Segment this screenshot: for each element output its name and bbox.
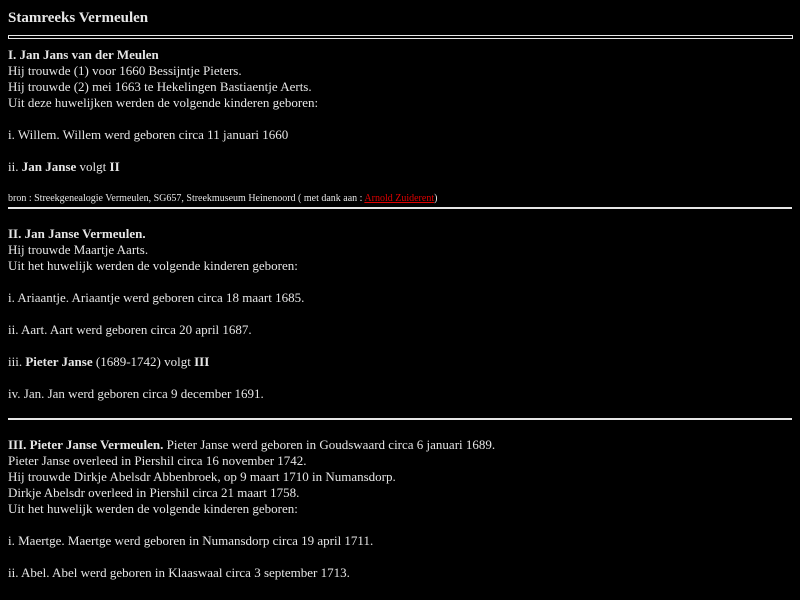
- marriage-line: Hij trouwde Dirkje Abelsdr Abbenbroek, op 9 maart 1710 in Numansdorp.: [8, 469, 396, 484]
- child-item: ii. Jan Janse volgt II: [8, 159, 120, 174]
- death-line: Pieter Janse overleed in Piershil circa 16 november 1742.: [8, 453, 307, 468]
- child-item: i. Willem. Willem werd geboren circa 11 januari 1660: [8, 127, 289, 142]
- generation-heading: II. Jan Janse Vermeulen.: [8, 226, 146, 241]
- marriage-line: Hij trouwde Maartje Aarts.: [8, 242, 149, 257]
- contributor-link[interactable]: Arnold Zuiderent: [364, 193, 435, 204]
- child-item: iii. Pieter Janse (1689-1742) volgt III: [8, 354, 210, 369]
- generation-heading: I. Jan Jans van der Meulen: [8, 47, 159, 62]
- section-divider: [8, 418, 792, 421]
- child-item: iv. Jan. Jan werd geboren circa 9 december 1691.: [8, 386, 264, 401]
- page-title: Stamreeks Vermeulen: [8, 10, 149, 26]
- spouse-death-line: Dirkje Abelsdr overleed in Piershil circa 21 maart 1758.: [8, 485, 300, 500]
- children-intro: Uit het huwelijk werden de volgende kinderen geboren:: [8, 501, 298, 516]
- generation-1: [8, 47, 792, 210]
- child-item: i. Ariaantje. Ariaantje werd geboren circa 18 maart 1685.: [8, 290, 305, 305]
- title-divider: [8, 35, 793, 39]
- marriage-line: Hij trouwde (2) mei 1663 te Hekelingen Bastiaentje Aerts.: [8, 79, 312, 94]
- child-item: ii. Abel. Abel werd geboren in Klaaswaal circa 3 september 1713.: [8, 565, 350, 580]
- children-intro: Uit het huwelijk werden de volgende kinderen geboren:: [8, 258, 298, 273]
- section-divider: [8, 207, 792, 210]
- generation-heading: III. Pieter Janse Vermeulen. Pieter Janse werd geboren in Goudswaard circa 6 januari 1689.: [8, 437, 496, 452]
- child-item: ii. Aart. Aart werd geboren circa 20 april 1687.: [8, 322, 252, 337]
- generation-3: [8, 437, 792, 581]
- marriage-line: Hij trouwde (1) voor 1660 Bessijntje Pieters.: [8, 63, 242, 78]
- generation-2: [8, 226, 792, 421]
- source-citation: bron : Streekgenealogie Vermeulen, SG657, Streekmuseum Heinenoord ( met dank aan : Arnold Zuiderent): [8, 193, 438, 204]
- children-intro: Uit deze huwelijken werden de volgende kinderen geboren:: [8, 95, 319, 110]
- child-item: i. Maertge. Maertge werd geboren in Numansdorp circa 19 april 1711.: [8, 533, 374, 548]
